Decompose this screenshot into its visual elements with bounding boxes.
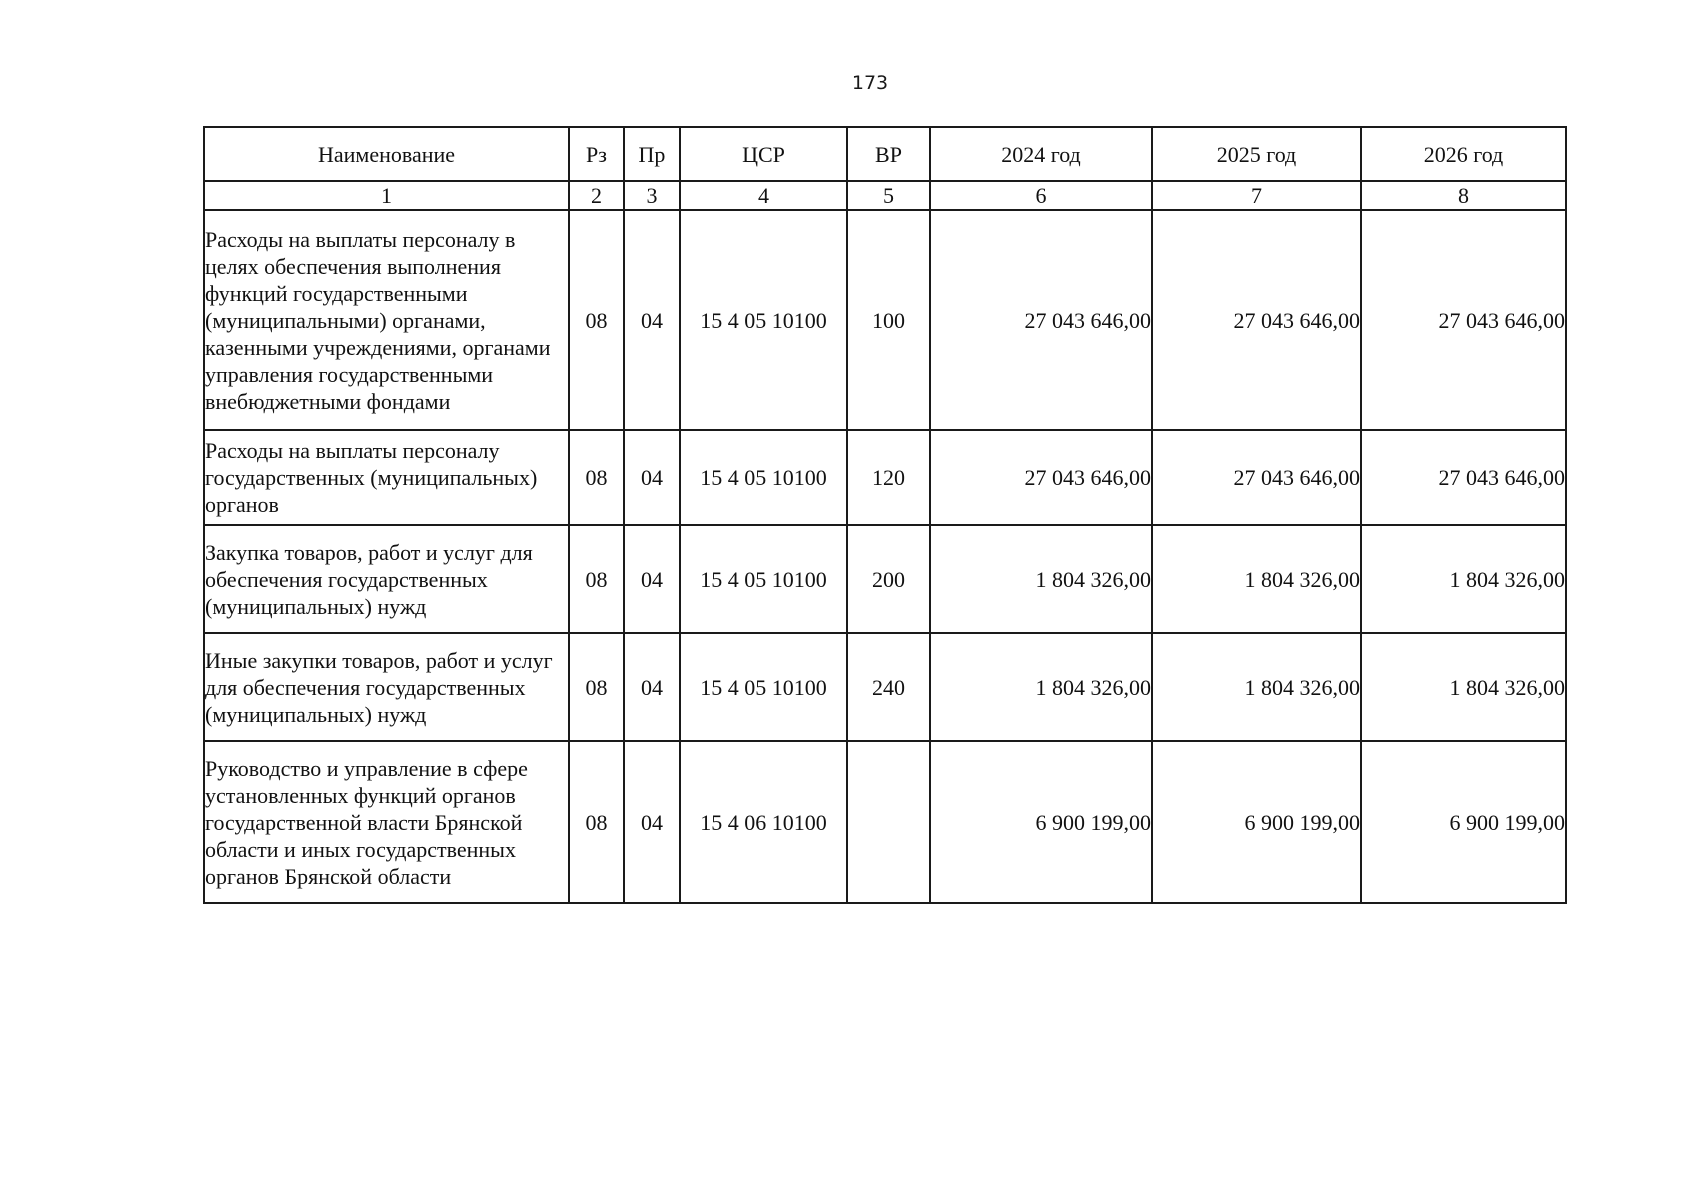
row-rz: 08 xyxy=(569,741,624,903)
column-number: 5 xyxy=(847,181,930,210)
row-amount-2026: 6 900 199,00 xyxy=(1361,741,1566,903)
row-csr: 15 4 05 10100 xyxy=(680,210,847,430)
column-number: 3 xyxy=(624,181,680,210)
row-vr: 120 xyxy=(847,430,930,525)
row-csr: 15 4 06 10100 xyxy=(680,741,847,903)
row-amount-2025: 1 804 326,00 xyxy=(1152,525,1361,633)
row-pr: 04 xyxy=(624,210,680,430)
column-number: 4 xyxy=(680,181,847,210)
row-rz: 08 xyxy=(569,210,624,430)
row-amount-2026: 1 804 326,00 xyxy=(1361,525,1566,633)
header-rz: Рз xyxy=(569,127,624,181)
row-amount-2024: 1 804 326,00 xyxy=(930,633,1152,741)
table-row xyxy=(204,525,1566,633)
table-row xyxy=(204,430,1566,525)
row-csr: 15 4 05 10100 xyxy=(680,430,847,525)
row-name: Расходы на выплаты персоналу в целях обеспечения выполнения функций государственными (муниципальными) органами, казенными учреждениями, органами управления государственными внебюджетными фондами xyxy=(204,210,569,430)
row-vr xyxy=(847,741,930,903)
row-amount-2025: 6 900 199,00 xyxy=(1152,741,1361,903)
row-rz: 08 xyxy=(569,525,624,633)
row-name: Руководство и управление в сфере установленных функций органов государственной власти Брянской области и иных государственных органов Брянской области xyxy=(204,741,569,903)
table-row xyxy=(204,210,1566,430)
column-number: 8 xyxy=(1361,181,1566,210)
column-number-row xyxy=(204,181,1566,210)
header-name: Наименование xyxy=(204,127,569,181)
row-amount-2026: 27 043 646,00 xyxy=(1361,430,1566,525)
table-row xyxy=(204,633,1566,741)
row-amount-2026: 1 804 326,00 xyxy=(1361,633,1566,741)
row-amount-2025: 27 043 646,00 xyxy=(1152,430,1361,525)
row-amount-2025: 1 804 326,00 xyxy=(1152,633,1361,741)
row-rz: 08 xyxy=(569,633,624,741)
row-rz: 08 xyxy=(569,430,624,525)
row-vr: 240 xyxy=(847,633,930,741)
header-csr: ЦСР xyxy=(680,127,847,181)
column-number: 6 xyxy=(930,181,1152,210)
row-csr: 15 4 05 10100 xyxy=(680,525,847,633)
header-row xyxy=(204,127,1566,181)
row-name: Иные закупки товаров, работ и услуг для обеспечения государственных (муниципальных) нужд xyxy=(204,633,569,741)
header-2024: 2024 год xyxy=(930,127,1152,181)
row-pr: 04 xyxy=(624,633,680,741)
row-name: Расходы на выплаты персоналу государственных (муниципальных) органов xyxy=(204,430,569,525)
column-number: 1 xyxy=(204,181,569,210)
row-amount-2024: 27 043 646,00 xyxy=(930,430,1152,525)
header-vr: ВР xyxy=(847,127,930,181)
row-pr: 04 xyxy=(624,741,680,903)
budget-table xyxy=(203,126,1567,904)
table-row xyxy=(204,741,1566,903)
header-2025: 2025 год xyxy=(1152,127,1361,181)
row-amount-2024: 27 043 646,00 xyxy=(930,210,1152,430)
row-amount-2026: 27 043 646,00 xyxy=(1361,210,1566,430)
row-csr: 15 4 05 10100 xyxy=(680,633,847,741)
header-pr: Пр xyxy=(624,127,680,181)
row-pr: 04 xyxy=(624,430,680,525)
column-number: 7 xyxy=(1152,181,1361,210)
page-number: 173 xyxy=(851,72,889,94)
row-name: Закупка товаров, работ и услуг для обеспечения государственных (муниципальных) нужд xyxy=(204,525,569,633)
row-vr: 100 xyxy=(847,210,930,430)
row-pr: 04 xyxy=(624,525,680,633)
row-amount-2024: 6 900 199,00 xyxy=(930,741,1152,903)
header-2026: 2026 год xyxy=(1361,127,1566,181)
row-amount-2024: 1 804 326,00 xyxy=(930,525,1152,633)
row-amount-2025: 27 043 646,00 xyxy=(1152,210,1361,430)
column-number: 2 xyxy=(569,181,624,210)
row-vr: 200 xyxy=(847,525,930,633)
